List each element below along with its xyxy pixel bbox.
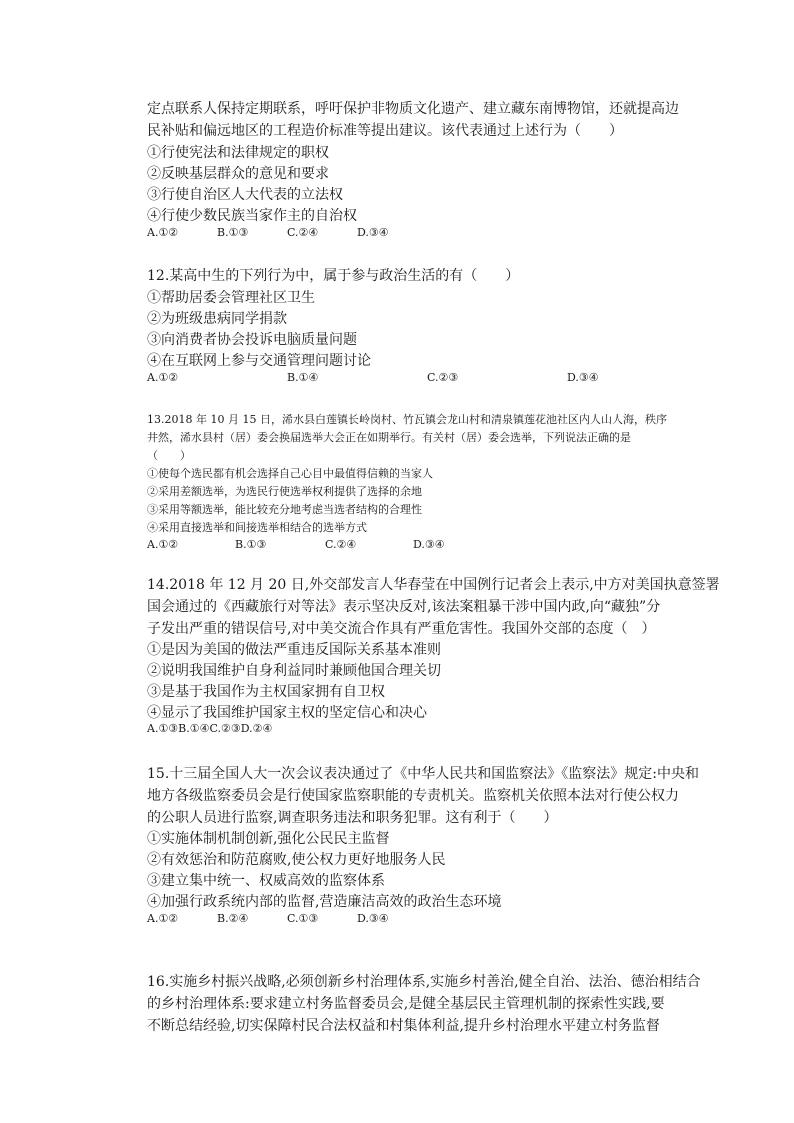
q11-stem-line: 民补贴和偏远地区的工程造价标准等提出建议。该代表通过上述行为（ ） xyxy=(147,123,623,139)
q15-stem-line: 15.十三届全国人大一次会议表决通过了《中华人民共和国监察法》《监察法》规定:中央和 xyxy=(147,766,699,782)
q12-option-a: A.①② xyxy=(147,371,179,384)
q13-option-d: D.③④ xyxy=(413,538,445,551)
q12-statement: ②为班级患病同学捐款 xyxy=(147,311,287,327)
q14-statement: ④显示了我国维护国家主权的坚定信心和决心 xyxy=(147,705,427,721)
q13-statement: ④采用直接选举和间接选举相结合的选举方式 xyxy=(147,521,367,534)
q15-statement: ①实施体制机制创新,强化公民民主监督 xyxy=(147,831,390,847)
q12-option-c: C.②③ xyxy=(427,371,459,384)
q11-statement: ①行使宪法和法律规定的职权 xyxy=(147,145,329,161)
q15-stem-line: 地方各级监察委员会是行使国家监察职能的专责机关。监察机关依照本法对行使公权力 xyxy=(147,788,679,804)
q13-option-c: C.②④ xyxy=(325,538,357,551)
q11-option-b: B.①③ xyxy=(217,226,249,239)
q15-option-a: A.①② xyxy=(147,912,179,925)
q15-option-b: B.②④ xyxy=(217,912,249,925)
q13-stem-line: 13.2018 年 10 月 15 日，浠水县白莲镇长岭岗村、竹瓦镇会龙山村和清泉镇莲花池社区内人山人海，秩序 xyxy=(147,413,667,426)
q13-statement: ①使每个选民都有机会选择自己心目中最值得信赖的当家人 xyxy=(147,467,433,480)
q13-stem-line: 井然，浠水县村（居）委会换届选举大会正在如期举行。有关村（居）委会选举，下列说法正确的是 xyxy=(147,431,631,444)
q14-options: A.①③B.①④C.②③D.②④ xyxy=(147,722,273,735)
q13-stem-line: （ ） xyxy=(147,449,191,462)
q13-option-b: B.①③ xyxy=(235,538,267,551)
q14-stem-line: 国会通过的《西藏旅行对等法》表示坚决反对,该法案粗暴干涉中国内政,向“藏独”分 xyxy=(147,599,661,615)
q14-statement: ①是因为美国的做法严重违反国际关系基本准则 xyxy=(147,642,441,658)
q12-option-d: D.③④ xyxy=(567,371,599,384)
q13-statement: ③采用等额选举，能比较充分地考虑当选者结构的合理性 xyxy=(147,503,422,516)
q11-statement: ③行使自治区人大代表的立法权 xyxy=(147,187,343,203)
q16-stem-line: 16.实施乡村振兴战略,必须创新乡村治理体系,实施乡村善治,健全自治、法治、德治相结合 xyxy=(147,974,701,990)
q14-statement: ③是基于我国作为主权国家拥有自卫权 xyxy=(147,684,385,700)
q12-statement: ①帮助居委会管理社区卫生 xyxy=(147,290,315,306)
q12-statement: ④在互联网上参与交通管理问题讨论 xyxy=(147,353,371,369)
q12-statement: ③向消费者协会投诉电脑质量问题 xyxy=(147,332,357,348)
q15-option-d: D.③④ xyxy=(357,912,389,925)
q13-statement: ②采用差额选举，为选民行使选举权利提供了选择的余地 xyxy=(147,485,422,498)
q12-stem: 12.某高中生的下列行为中，属于参与政治生活的有（ ） xyxy=(147,268,520,284)
q15-statement: ②有效惩治和防范腐败,使公权力更好地服务人民 xyxy=(147,852,446,868)
q14-stem-line: 子发出严重的错误信号,对中美交流合作具有严重危害性。我国外交部的态度（ ） xyxy=(147,621,656,637)
q16-stem-line: 的乡村治理体系:要求建立村务监督委员会,是健全基层民主管理机制的探索性实践,要 xyxy=(147,996,665,1012)
q11-option-d: D.③④ xyxy=(357,226,389,239)
q15-statement: ④加强行政系统内部的监督,营造廉洁高效的政治生态环境 xyxy=(147,894,502,910)
q14-statement: ②说明我国维护自身利益同时兼顾他国合理关切 xyxy=(147,663,441,679)
q13-option-a: A.①② xyxy=(147,538,179,551)
q16-stem-line: 不断总结经验,切实保障村民合法权益和村集体利益,提升乡村治理水平建立村务监督 xyxy=(147,1018,660,1034)
q11-statement: ④行使少数民族当家作主的自治权 xyxy=(147,208,357,224)
q15-statement: ③建立集中统一、权威高效的监察体系 xyxy=(147,873,385,889)
q12-option-b: B.①④ xyxy=(287,371,319,384)
q15-option-c: C.①③ xyxy=(287,912,319,925)
q15-stem-line: 的公职人员进行监察,调查职务违法和职务犯罪。这有利于（ ） xyxy=(147,810,558,826)
q11-stem-line: 定点联系人保持定期联系，呼吁保护非物质文化遗产、建立藏东南博物馆，还就提高边 xyxy=(147,101,679,117)
q14-stem-line: 14.2018 年 12 月 20 日,外交部发言人华春莹在中国例行记者会上表示,中方对美国执意签署 xyxy=(147,577,720,593)
q11-option-c: C.②④ xyxy=(287,226,319,239)
q11-option-a: A.①② xyxy=(147,226,179,239)
q11-statement: ②反映基层群众的意见和要求 xyxy=(147,166,329,182)
